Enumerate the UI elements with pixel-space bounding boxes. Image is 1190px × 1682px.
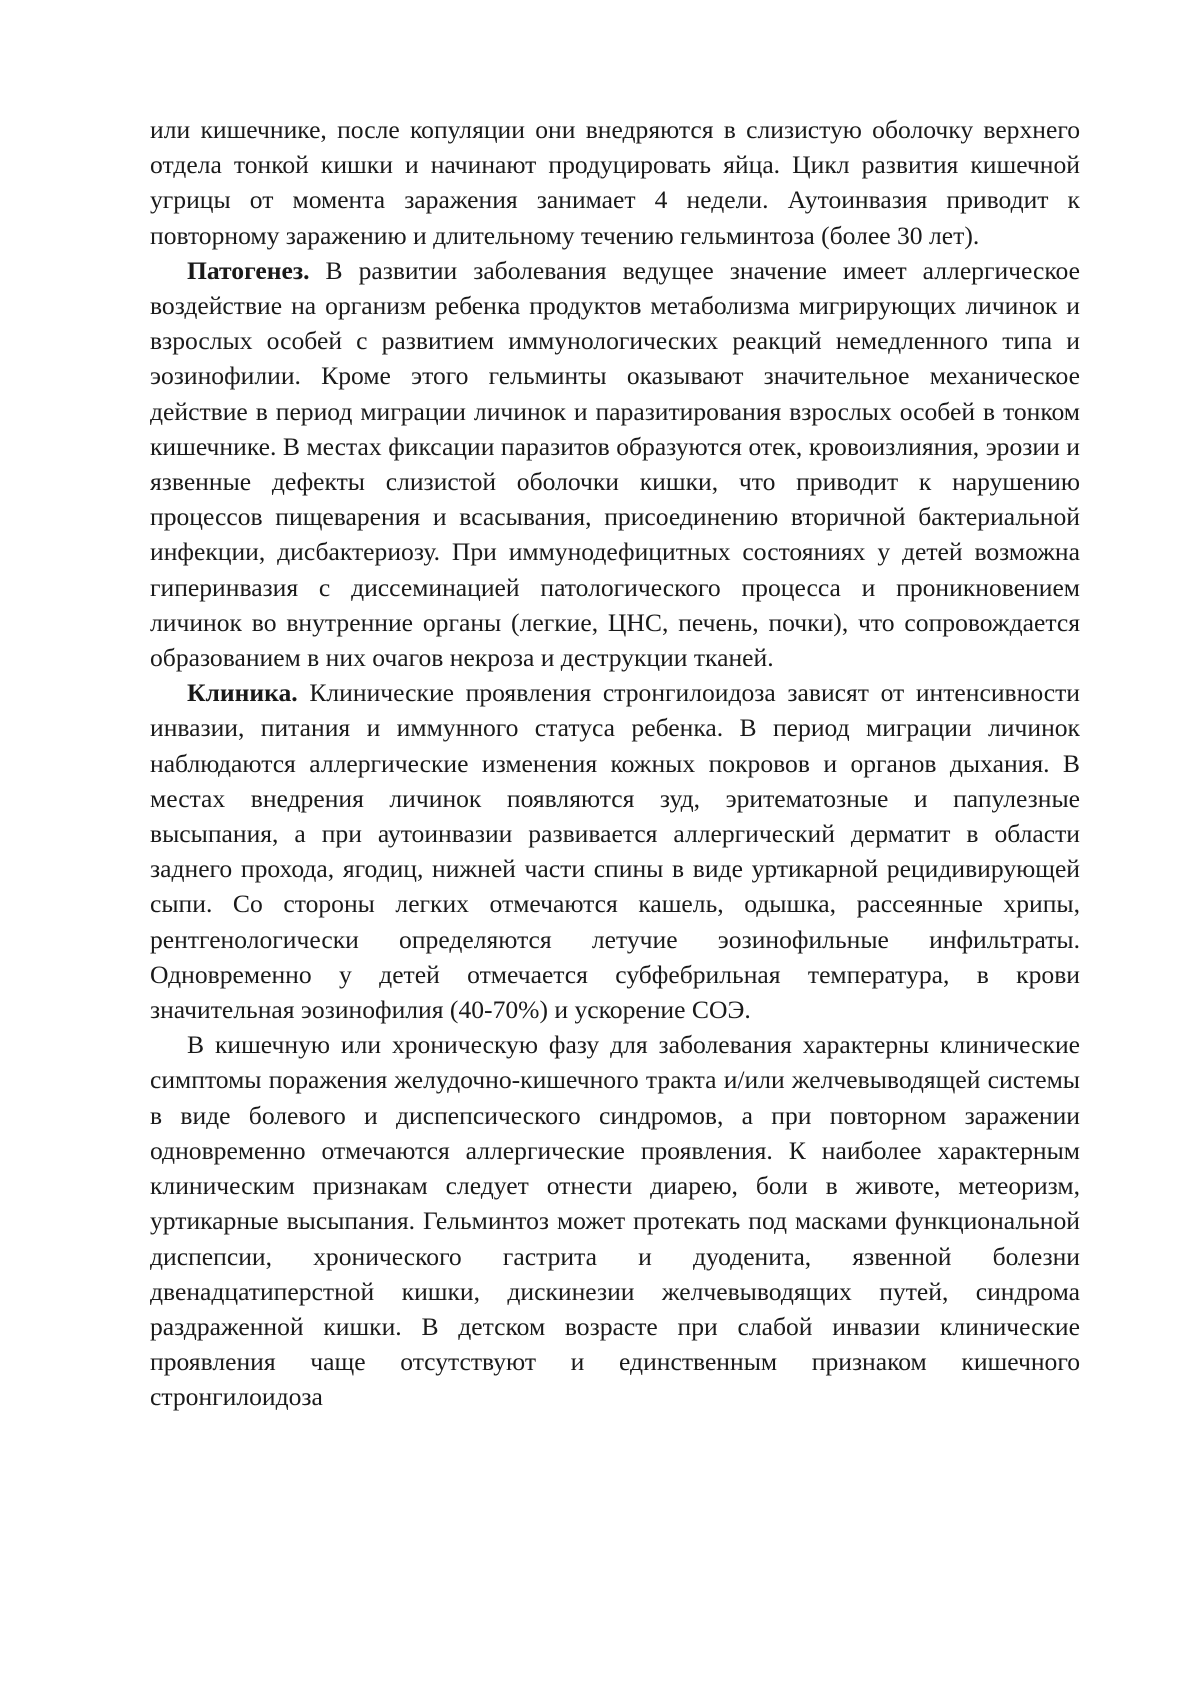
- paragraph-pathogenesis: [150, 253, 1080, 675]
- section-heading-pathogenesis: Патогенез.: [187, 255, 310, 285]
- paragraph-intestinal-phase: [150, 1027, 1080, 1414]
- paragraph-clinic: [150, 675, 1080, 1027]
- paragraph-text: или кишечнике, после копуляции они внедряются в слизистую оболочку верхнего отдела тонкой кишки и начинают продуцировать яйца. Цикл развития кишечной угрицы от момента заражения занимает 4 недели. Аутоинвазия приводит к повторному заражению и длительному течению гельминтоза (более 30 лет).: [150, 115, 1080, 250]
- paragraph-text: Клинические проявления стронгилоидоза зависят от интенсивности инвазии, питания и иммунного статуса ребенка. В период миграции личинок наблюдаются аллергические изменения кожных покровов и органов дыхания. В местах внедрения личинок появляются зуд, эритематозные и папулезные высыпания, а при аутоинвазии развивается аллергический дерматит в области заднего прохода, ягодиц, нижней части спины в виде уртикарной рецидивирующей сыпи. Со стороны легких отмечаются кашель, одышка, рассеянные хрипы, рентгенологически определяются летучие эозинофильные инфильтраты. Одновременно у детей отмечается субфебрильная температура, в крови значительная эозинофилия (40-70%) и ускорение СОЭ.: [150, 678, 1080, 1025]
- paragraph-text: В развитии заболевания ведущее значение имеет аллергическое воздействие на организм ребенка продуктов метаболизма мигрирующих личинок и взрослых особей с развитием иммунологических реакций немедленного типа и эозинофилии. Кроме этого гельминты оказывают значительное механическое действие в период миграции личинок и паразитирования взрослых особей в тонком кишечнике. В местах фиксации паразитов образуются отек, кровоизлияния, эрозии и язвенные дефекты слизистой оболочки кишки, что приводит к нарушению процессов пищеварения и всасывания, присоединению вторичной бактериальной инфекции, дисбактериозу. При иммунодефицитных состояниях у детей возможна гиперинвазия с диссеминацией патологического процесса и проникновением личинок во внутренние органы (легкие, ЦНС, печень, почки), что сопровождается образованием в них очагов некроза и деструкции тканей.: [150, 255, 1080, 673]
- paragraph-text: В кишечную или хроническую фазу для заболевания характерны клинические симптомы поражения желудочно-кишечного тракта и/или желчевыводящей системы в виде болевого и диспепсического синдромов, а при повторном заражении одновременно отмечаются аллергические проявления. К наиболее характерным клиническим признакам следует отнести диарею, боли в животе, метеоризм, уртикарные высыпания. Гельминтоз может протекать под масками функциональной диспепсии, хронического гастрита и дуоденита, язвенной болезни двенадцатиперстной кишки, дискинезии желчевыводящих путей, синдрома раздраженной кишки. В детском возрасте при слабой инвазии клинические проявления чаще отсутствуют и единственным признаком кишечного стронгилоидоза: [150, 1030, 1080, 1412]
- document-body: [150, 112, 1080, 1415]
- paragraph-lifecycle: [150, 112, 1080, 253]
- section-heading-clinic: Клиника.: [187, 678, 298, 708]
